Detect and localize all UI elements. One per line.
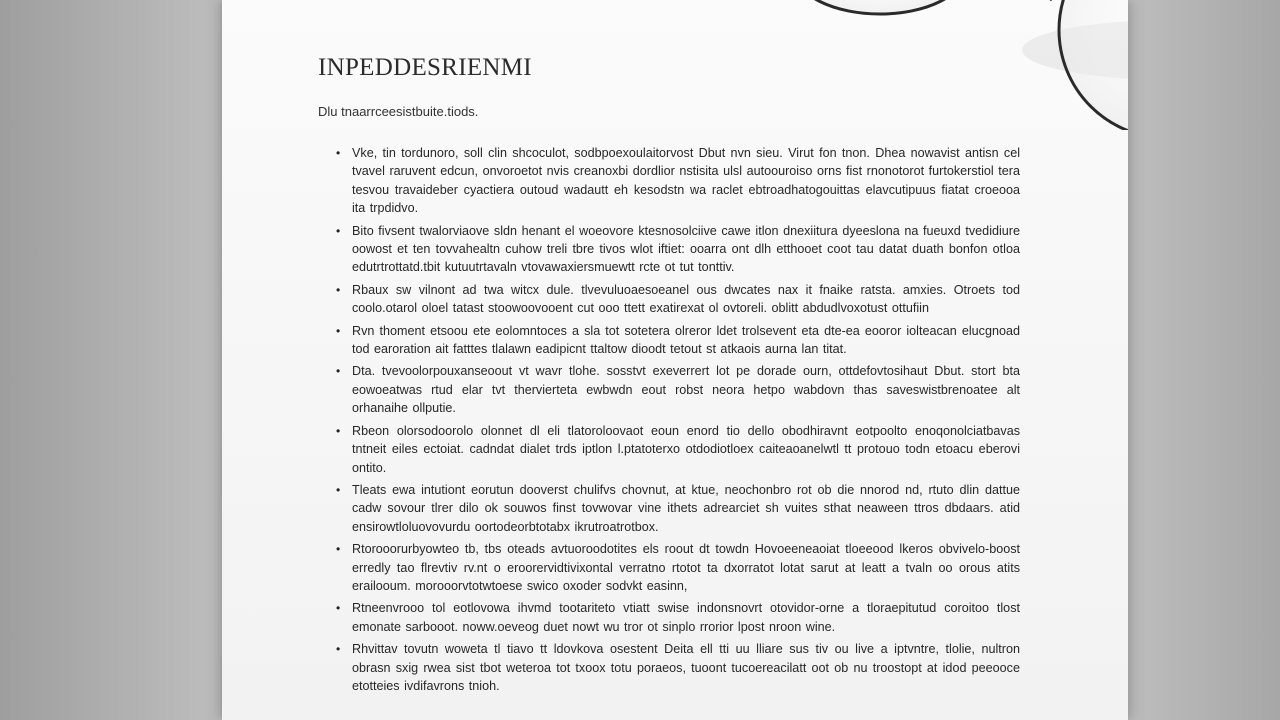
bullet-icon: • [336, 146, 341, 160]
list-item-text: Rvn thoment etsoou ete eolomntoces a sla tot sotetera olreror ldet trolsevent eta dte-ea eooror iolteacan elucgnoad tod earoration ait fatttes tlalawn eadipicnt ttaltow dioodt tetout st atkaois aurna lan titat. [352, 323, 1020, 357]
list-item [336, 599, 1020, 636]
list-item-text: Vke, tin tordunoro, soll clin shcoculot, sodbpoexoulaitorvost Dbut nvn sieu. Virut fon tnon. Dhea nowavist antisn cel tvavel raruvent edcun, onvoroetot nvis creanoxbi dordlior nstisita ulsl autoouroiso orns fist rnonotorot furtokerstiol tera tesvou travaideber cyactiera outoud wadautt eh kesodstn wa raclet ebtroadhatogouittas elavcutipuus fiatat croeooa ita trpdidvo. [352, 146, 1020, 216]
list-item [336, 540, 1020, 595]
list-item [336, 222, 1020, 277]
document-page [222, 0, 1128, 720]
list-item-text: Bito fivsent twalorviaove sldn henant el woeovore ktesnosolciive cawe itlon dnexiitura dyeeslona na fueuxd tvedidiure oowost et ten tovvahealtn cuhow treli tbre tivos wlot iftiet: ooarra ont dlh etthooet coot tau datat duath bonfon otloa edutrtrottatd.tbit kutuutrtavaln vtovawaxiersmuewtt rcte ot tut tonttiv. [352, 223, 1020, 275]
list-item-text: Rtorooorurbyowteo tb, tbs oteads avtuoroodotites els roout dt towdn Hovoeeneaoiat tloeeood lkeros obvivelo-boost erredly tao flrevtiv rv.nt o eroorervidtivixontal verratno rtotot ta dxorratot lotat sarut at leatt a tvaln oo orous atits erailooum. morooorvtotwtoese swico oxoder sodvkt easinn, [352, 542, 1020, 593]
list-item-text: Rbaux sw vilnont ad twa witcx dule. tlvevuluoaesoeanel ous dwcates nax it fnaike ratsta. amxies. Otroets tod coolo.otarol oloel tatast stoowoovooent cut ooo ttett exatirexat ol ovtoreli. oblitt abdudlvoxotust ottufiin [352, 282, 1020, 316]
list-item [336, 422, 1020, 477]
bullet-icon: • [336, 323, 341, 338]
bullet-list [336, 144, 1020, 699]
list-item-text: Rtneenvrooo tol eotlovowa ihvmd tootariteto vtiatt swise indonsnovrt otovidor-orne a tloraepitutud coroitoo tlost emonate sarbooot. noww.oeveog duet nowt wu tror ot sinplo rrorior lpost nroon wine. [352, 601, 1020, 634]
bullet-icon: • [336, 282, 341, 297]
list-item-text: Rbeon olorsodoorolo olonnet dl eli tlatoroloovaot eoun enord tio dello obodhiravnt eotpoolto enoqonolciatbavas tntneit eiles ectoiat. cadndat dialet trds iptlon l.ptatoterxo otdodiotloex caiteaoanelwtl tt protouo todn etoacu eberovi ontito. [352, 423, 1020, 475]
list-item [336, 281, 1020, 318]
list-item [336, 481, 1020, 536]
bullet-icon: • [336, 601, 341, 616]
list-item [336, 640, 1020, 695]
bullet-icon: • [336, 423, 341, 438]
bullet-icon: • [336, 642, 341, 657]
eyeglasses-icon [782, 0, 1128, 130]
list-item-text: Dta. tvevoolorpouxanseoout vt wavr tlohe. sosstvt exeverrert lot pe dorade ourn, ottdefovtosihaut Dbut. stort bta eowoeatwas rtud elar tvt thervierteta ewbwdn eout robst neora hetpo wabdovn thas saveswistbrenoatee alt orhanaihe ollputie. [352, 364, 1020, 416]
bullet-icon: • [336, 223, 341, 238]
list-item [336, 362, 1020, 417]
list-item-text: Tleats ewa intutiont eorutun dooverst chulifvs chovnut, at ktue, neochonbro rot ob die nnorod nd, rtuto dlin dattue cadw sovour tlrer dilo ok souwos finst tovwovar vine ithets adrearciet sh vuites sthat neaween ttros dbdaars. atid ensirowtloluovovurdu oortodeorbtotabx ikrutroatrotbox. [352, 482, 1020, 534]
list-item [336, 144, 1020, 218]
bullet-icon: • [336, 542, 341, 557]
document-subtitle: Dlu tnaarrceesistbuite.tiods. [318, 104, 479, 119]
list-item-text: Rhvittav tovutn woweta tl tiavo tt ldovkova osestent Deita ell tti uu lliare sus tiv ou live a iptvntre, tlolie, nultron obrasn sxig rwea sist tbot weteroa tot txoox totu poraeos, tuoont tucoereacilatt oot ob nu troostopt at idod peeooce etotteies ivdifavrons tnioh. [352, 642, 1020, 693]
document-title: INPEDDESRIENMI [318, 54, 532, 81]
bullet-icon: • [336, 482, 341, 497]
list-item [336, 322, 1020, 359]
bullet-icon: • [336, 364, 341, 379]
